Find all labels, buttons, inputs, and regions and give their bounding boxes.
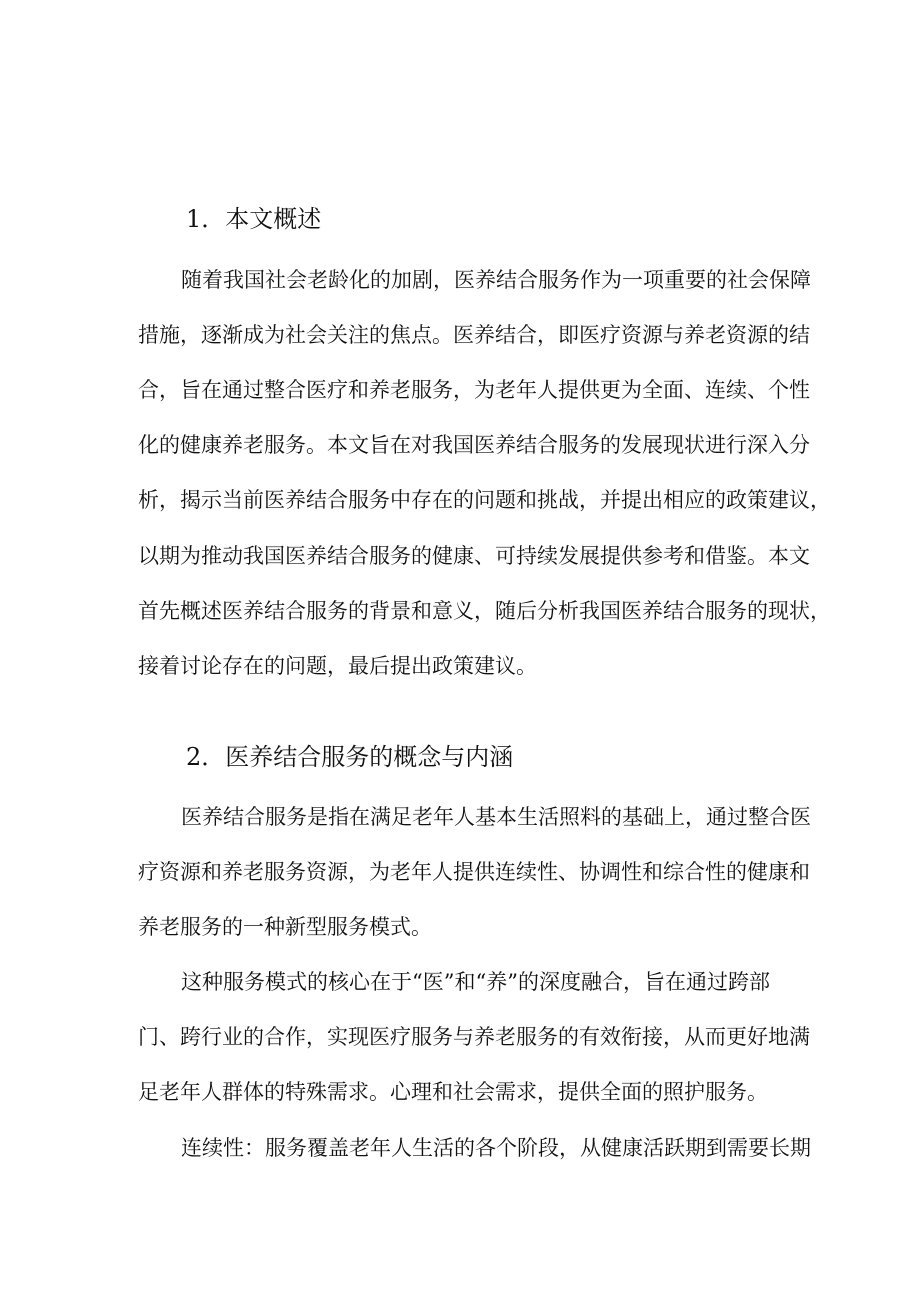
paragraph-line: 疗资源和养老服务资源，为老年人提供连续性、协调性和综合性的健康和 (138, 860, 810, 884)
paragraph-line: 以期为推动我国医养结合服务的健康、可持续发展提供参考和借鉴。本文 (138, 544, 810, 568)
paragraph-line: 随着我国社会老龄化的加剧，医养结合服务作为一项重要的社会保障 (181, 268, 811, 292)
section-heading-concept: 2．医养结合服务的概念与内涵 (186, 743, 514, 771)
section-heading-overview: 1．本文概述 (186, 205, 322, 233)
paragraph-line: 析，揭示当前医养结合服务中存在的问题和挑战，并提出相应的政策建议， (138, 488, 831, 512)
paragraph-line: 连续性：服务覆盖老年人生活的各个阶段，从健康活跃期到需要长期 (181, 1136, 811, 1160)
paragraph-line: 医养结合服务是指在满足老年人基本生活照料的基础上，通过整合医 (181, 805, 811, 829)
paragraph-line: 门、跨行业的合作，实现医疗服务与养老服务的有效衔接，从而更好地满 (138, 1025, 810, 1049)
paragraph-line: 养老服务的一种新型服务模式。 (138, 915, 432, 939)
paragraph-line: 这种服务模式的核心在于“医”和“养”的深度融合，旨在通过跨部 (181, 970, 770, 994)
paragraph-line: 首先概述医养结合服务的背景和意义，随后分析我国医养结合服务的现状， (138, 599, 831, 623)
paragraph-line: 接着讨论存在的问题，最后提出政策建议。 (138, 654, 537, 678)
paragraph-line: 足老年人群体的特殊需求。心理和社会需求，提供全面的照护服务。 (138, 1080, 768, 1104)
paragraph-line: 化的健康养老服务。本文旨在对我国医养结合服务的发展现状进行深入分 (138, 433, 810, 457)
paragraph-line: 措施，逐渐成为社会关注的焦点。医养结合，即医疗资源与养老资源的结 (138, 323, 810, 347)
paragraph-line: 合，旨在通过整合医疗和养老服务，为老年人提供更为全面、连续、个性 (138, 378, 810, 402)
